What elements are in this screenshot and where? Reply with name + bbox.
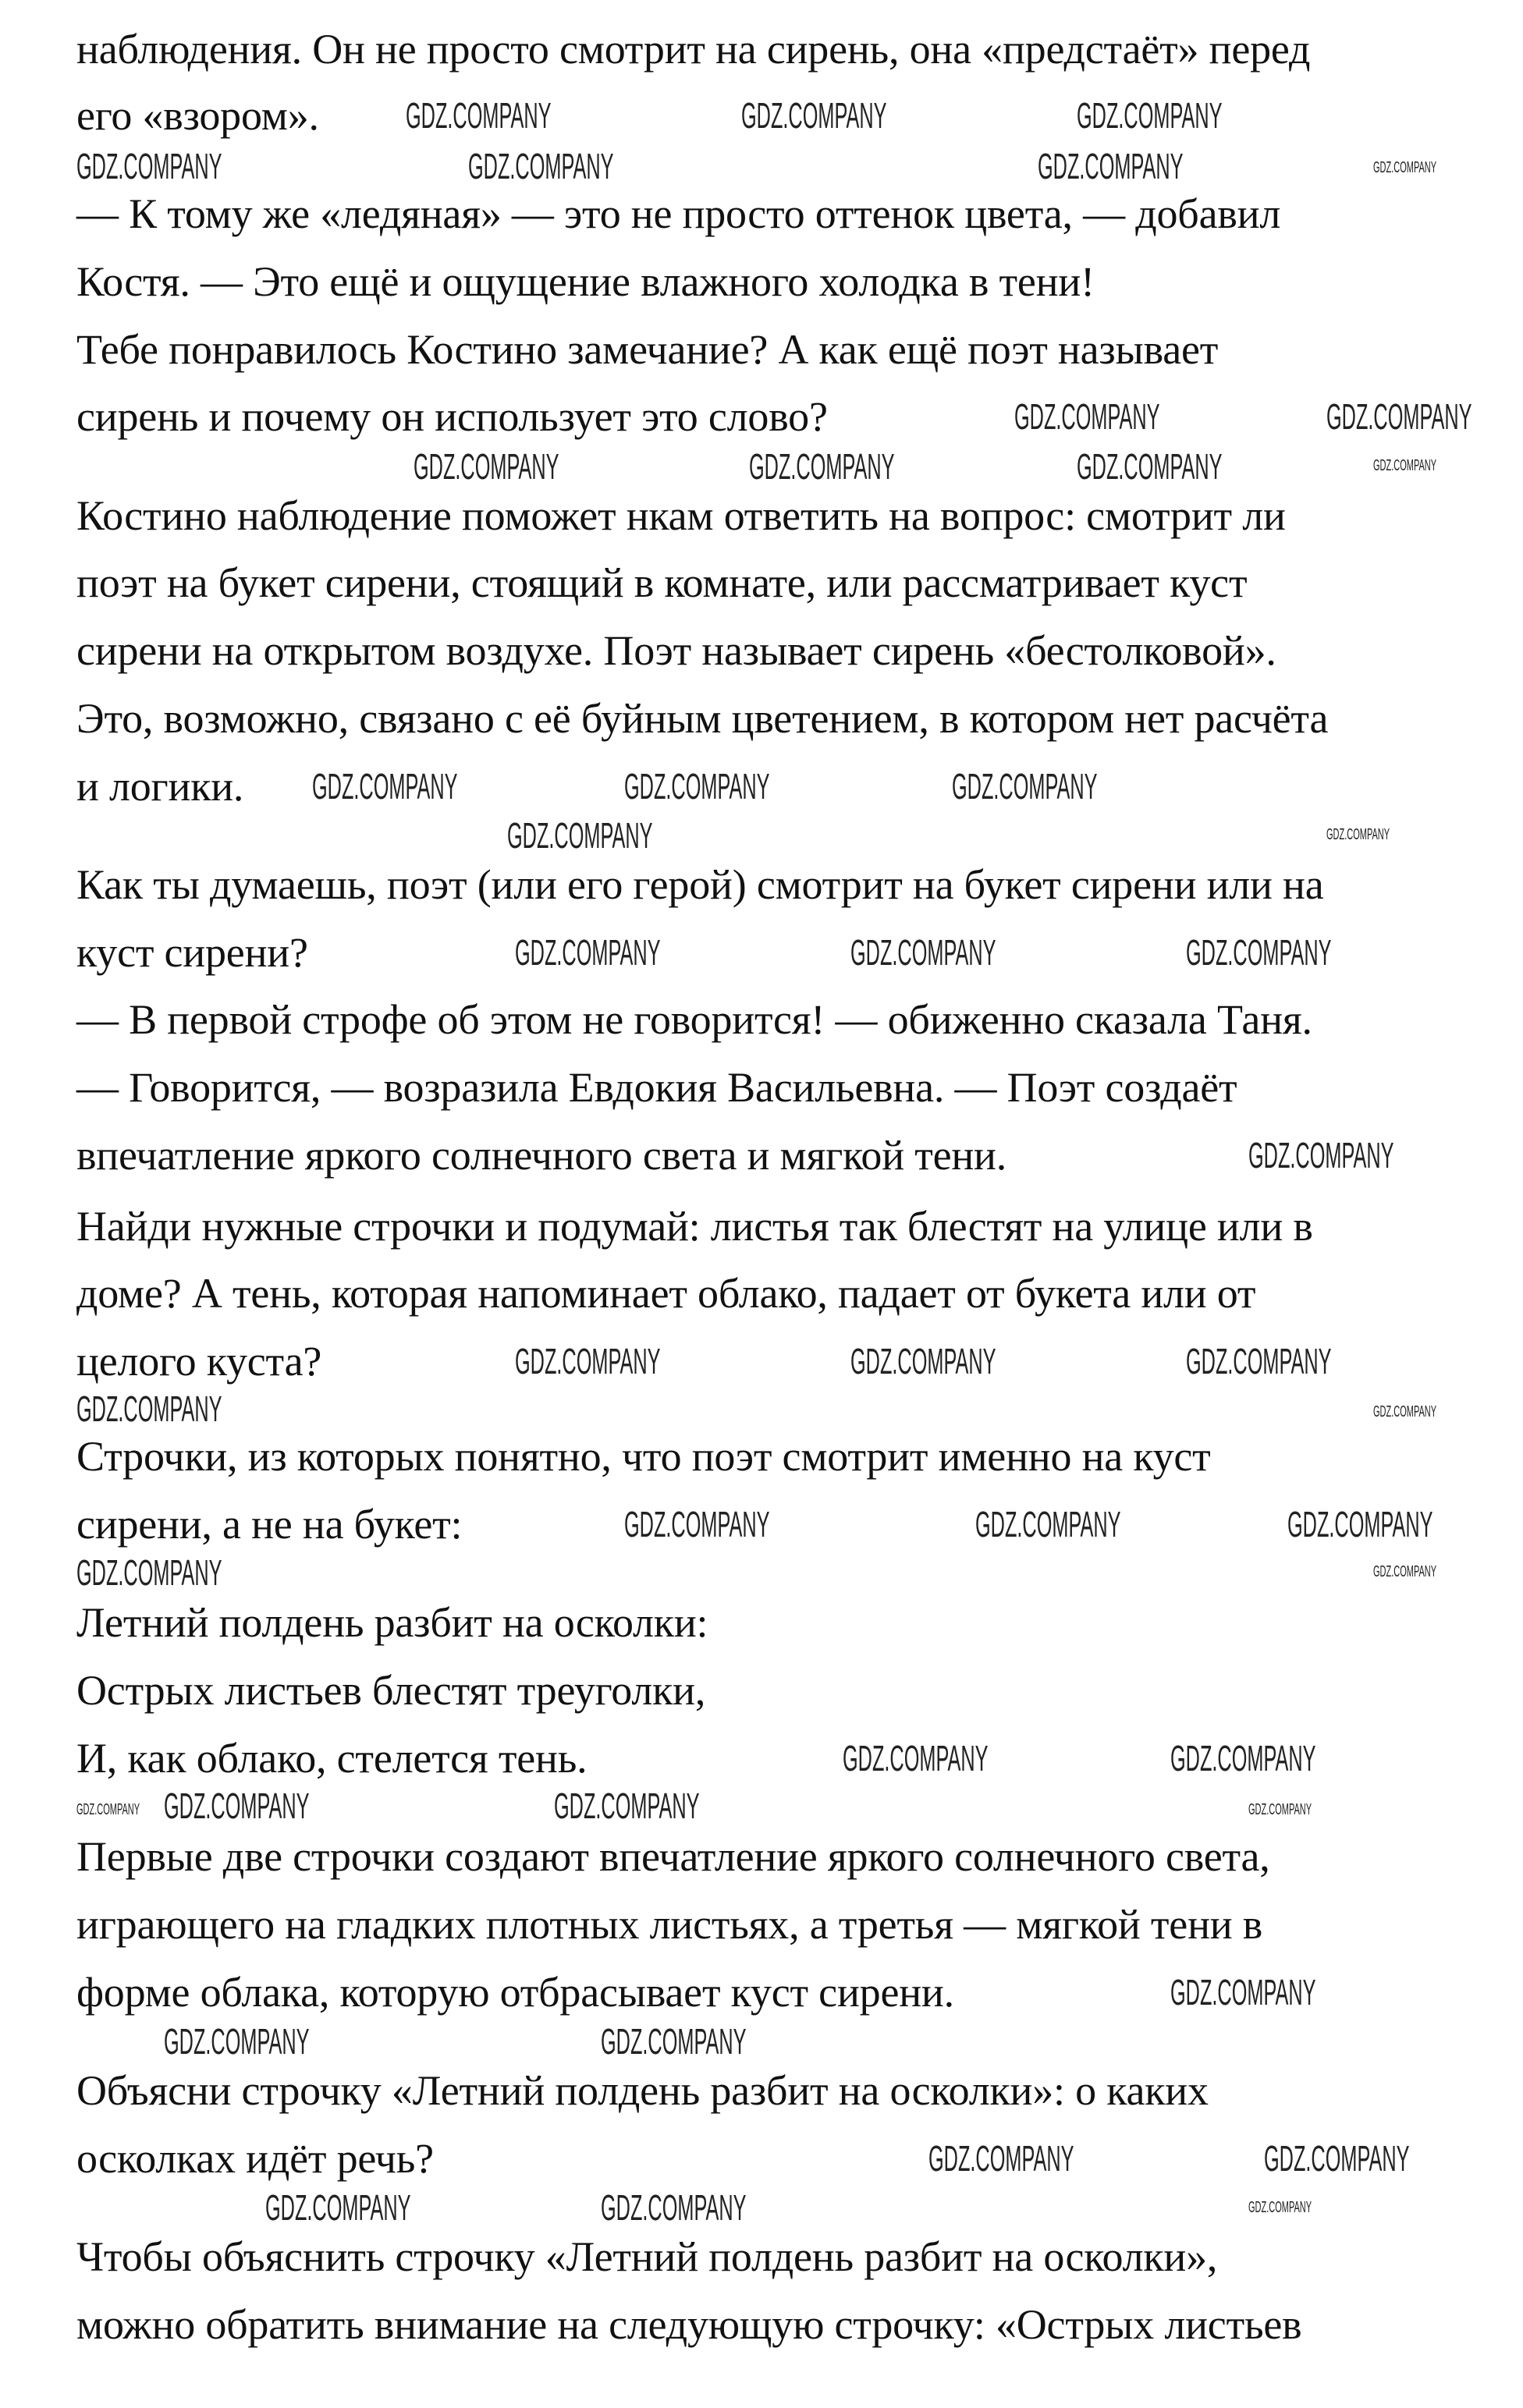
watermark: GDZ.COMPANY [624,1504,770,1544]
text-line: сирени на открытом воздухе. Поэт называет сирень «бестолковой». [76,627,1276,674]
text-line: сирени, а не на букет: [76,1501,463,1548]
text-line: Летний полдень разбит на осколки: [76,1599,708,1646]
text-line: И, как облако, стелется тень. [76,1735,588,1782]
watermark: GDZ.COMPANY [850,932,996,973]
watermark: GDZ.COMPANY [1373,1403,1437,1420]
text-line: — К тому же «ледяная» — это не просто оттенок цвета, — добавил [76,190,1281,237]
watermark: GDZ.COMPANY [1287,1504,1433,1544]
watermark: GDZ.COMPANY [1248,1135,1394,1176]
text-line: можно обратить внимание на следующую строчку: «Острых листьев [76,2301,1302,2348]
text-line: целого куста? [76,1338,322,1385]
watermark: GDZ.COMPANY [1373,457,1437,474]
watermark: GDZ.COMPANY [76,1552,222,1593]
watermark: GDZ.COMPANY [507,815,653,856]
watermark: GDZ.COMPANY [601,2187,747,2228]
text-line: впечатление яркого солнечного света и мягкой тени. [76,1132,1007,1179]
watermark: GDZ.COMPANY [1326,396,1472,437]
watermark: GDZ.COMPANY [1038,146,1184,186]
watermark: GDZ.COMPANY [1077,446,1223,487]
watermark: GDZ.COMPANY [164,2021,310,2062]
watermark: GDZ.COMPANY [76,1388,222,1429]
watermark: GDZ.COMPANY [1373,1563,1437,1580]
watermark: GDZ.COMPANY [850,1341,996,1381]
text-line: Острых листьев блестят треуголки, [76,1667,706,1714]
watermark: GDZ.COMPANY [1170,1738,1316,1779]
text-line: — Говорится, — возразила Евдокия Васильевна. — Поэт создаёт [76,1064,1237,1111]
text-line: форме облака, которую отбрасывает куст сирени. [76,1969,954,2016]
text-line: — В первой строфе об этом не говорится! — обиженно сказала Таня. [76,996,1312,1043]
text-line: Тебе понравилось Костино замечание? А как ещё поэт называет [76,326,1219,373]
watermark: GDZ.COMPANY [1014,396,1160,437]
watermark: GDZ.COMPANY [312,766,458,807]
watermark: GDZ.COMPANY [265,2187,411,2228]
watermark: GDZ.COMPANY [1248,2199,1312,2216]
text-line: Это, возможно, связано с её буйным цветением, в котором нет расчёта [76,695,1329,742]
text-line: куст сирени? [76,929,308,976]
watermark: GDZ.COMPANY [1186,1341,1332,1381]
watermark: GDZ.COMPANY [749,446,895,487]
text-line: Костя. — Это ещё и ощущение влажного холодка в тени! [76,258,1095,305]
text-line: Как ты думаешь, поэт (или его герой) смотрит на букет сирени или на [76,861,1324,908]
watermark: GDZ.COMPANY [975,1504,1121,1544]
watermark: GDZ.COMPANY [1248,1801,1312,1818]
text-line: Строчки, из которых понятно, что поэт смотрит именно на куст [76,1433,1211,1480]
text-line: сирень и почему он использует это слово? [76,393,828,440]
watermark: GDZ.COMPANY [601,2021,747,2062]
watermark: GDZ.COMPANY [1326,826,1390,843]
watermark: GDZ.COMPANY [1077,95,1223,136]
watermark: GDZ.COMPANY [468,146,614,186]
watermark: GDZ.COMPANY [1186,932,1332,973]
watermark: GDZ.COMPANY [554,1786,700,1826]
watermark: GDZ.COMPANY [515,932,661,973]
text-line: осколках идёт речь? [76,2135,434,2182]
text-line: играющего на гладких плотных листьях, а третья — мягкой тени в [76,1901,1263,1948]
watermark: GDZ.COMPANY [406,95,552,136]
watermark: GDZ.COMPANY [1373,159,1437,176]
watermark: GDZ.COMPANY [741,95,887,136]
watermark: GDZ.COMPANY [928,2138,1074,2179]
watermark: GDZ.COMPANY [1170,1972,1316,2013]
text-line: Чтобы объяснить строчку «Летний полдень разбит на осколки», [76,2233,1218,2280]
text-line: Объясни строчку «Летний полдень разбит на осколки»: о каких [76,2067,1209,2114]
watermark: GDZ.COMPANY [843,1738,989,1779]
text-line: доме? А тень, которая напоминает облако, падает от букета или от [76,1270,1256,1317]
watermark: GDZ.COMPANY [515,1341,661,1381]
watermark: GDZ.COMPANY [1264,2138,1410,2179]
text-line: и логики. [76,763,244,810]
watermark: GDZ.COMPANY [414,446,559,487]
watermark: GDZ.COMPANY [76,1801,140,1818]
watermark: GDZ.COMPANY [76,146,222,186]
watermark: GDZ.COMPANY [164,1786,310,1826]
text-line: Найди нужные строчки и подумай: листья так блестят на улице или в [76,1203,1313,1250]
watermark: GDZ.COMPANY [952,766,1098,807]
text-line: поэт на букет сирени, стоящий в комнате, или рассматривает куст [76,559,1248,606]
watermark: GDZ.COMPANY [624,766,770,807]
text-line: Костино наблюдение поможет нкам ответить на вопрос: смотрит ли [76,492,1286,539]
text-line: Первые две строчки создают впечатление яркого солнечного света, [76,1833,1270,1880]
text-line: его «взором». [76,92,319,139]
text-line: наблюдения. Он не просто смотрит на сирень, она «предстаёт» перед [76,26,1311,73]
